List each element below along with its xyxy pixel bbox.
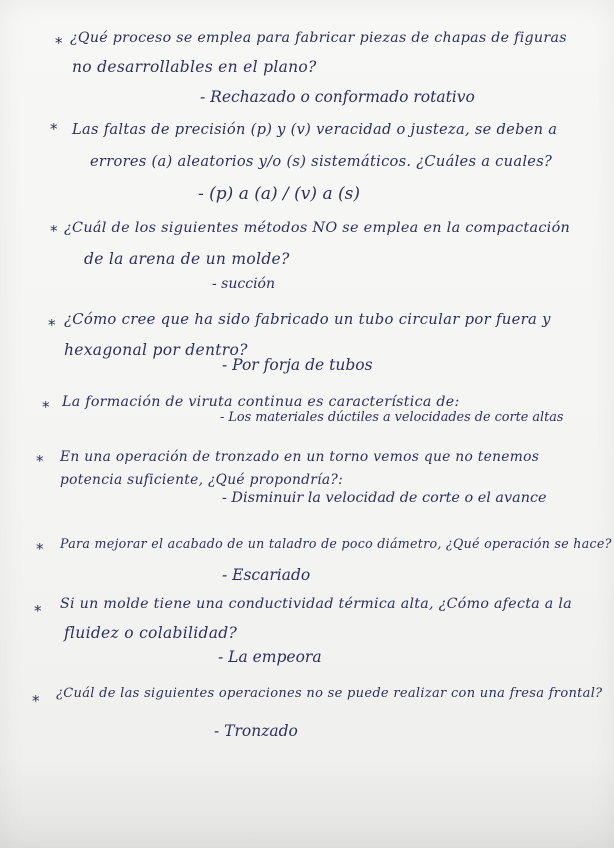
bullet-asterisk: *	[42, 398, 50, 416]
answer-text: - (p) a (a) / (v) a (s)	[198, 184, 360, 204]
answer-text: - La empeora	[218, 648, 322, 666]
bullet-asterisk: *	[36, 540, 44, 558]
answer-text: - Los materiales dúctiles a velocidades de corte altas	[220, 410, 564, 425]
question-text: ¿Cuál de las siguientes operaciones no se puede realizar con una fresa frontal?	[56, 686, 603, 701]
answer-text: - Escariado	[222, 566, 311, 584]
answer-text: - Por forja de tubos	[222, 356, 373, 374]
question-text: ¿Cuál de los siguientes métodos NO se emplea en la compactación	[64, 220, 571, 236]
question-text: ¿Cómo cree que ha sido fabricado un tubo circular por fuera y	[64, 311, 551, 328]
question-text: Para mejorar el acabado de un taladro de poco diámetro, ¿Qué operación se hace?	[60, 536, 612, 551]
question-text-continued: no desarrollables en el plano?	[72, 58, 317, 76]
bullet-asterisk: *	[34, 602, 42, 620]
answer-text: - Rechazado o conformado rotativo	[200, 88, 475, 106]
bullet-asterisk: *	[50, 120, 58, 138]
bullet-asterisk: *	[32, 692, 40, 710]
question-text-continued: fluidez o colabilidad?	[64, 624, 238, 642]
answer-text: - Disminuir la velocidad de corte o el avance	[222, 490, 547, 506]
question-text: ¿Qué proceso se emplea para fabricar piezas de chapas de figuras	[70, 30, 567, 46]
bullet-asterisk: *	[36, 452, 44, 470]
question-text-continued: de la arena de un molde?	[84, 250, 290, 268]
question-text: Si un molde tiene una conductividad térmica alta, ¿Cómo afecta a la	[60, 596, 572, 612]
question-text: Las faltas de precisión (p) y (v) veracidad o justeza, se deben a	[72, 121, 558, 138]
answer-text: - Tronzado	[214, 722, 298, 740]
question-text: La formación de viruta continua es característica de:	[62, 394, 460, 410]
question-text-continued: potencia suficiente, ¿Qué propondría?:	[60, 472, 344, 488]
bullet-asterisk: *	[48, 316, 56, 334]
answer-text: - succión	[212, 276, 275, 292]
bullet-asterisk: *	[50, 222, 58, 240]
question-text: En una operación de tronzado en un torno vemos que no tenemos	[60, 449, 540, 465]
question-text-continued: errores (a) aleatorios y/o (s) sistemáticos. ¿Cuáles a cuales?	[90, 153, 553, 170]
bullet-asterisk: *	[55, 34, 63, 52]
question-text-continued: hexagonal por dentro?	[64, 341, 248, 359]
